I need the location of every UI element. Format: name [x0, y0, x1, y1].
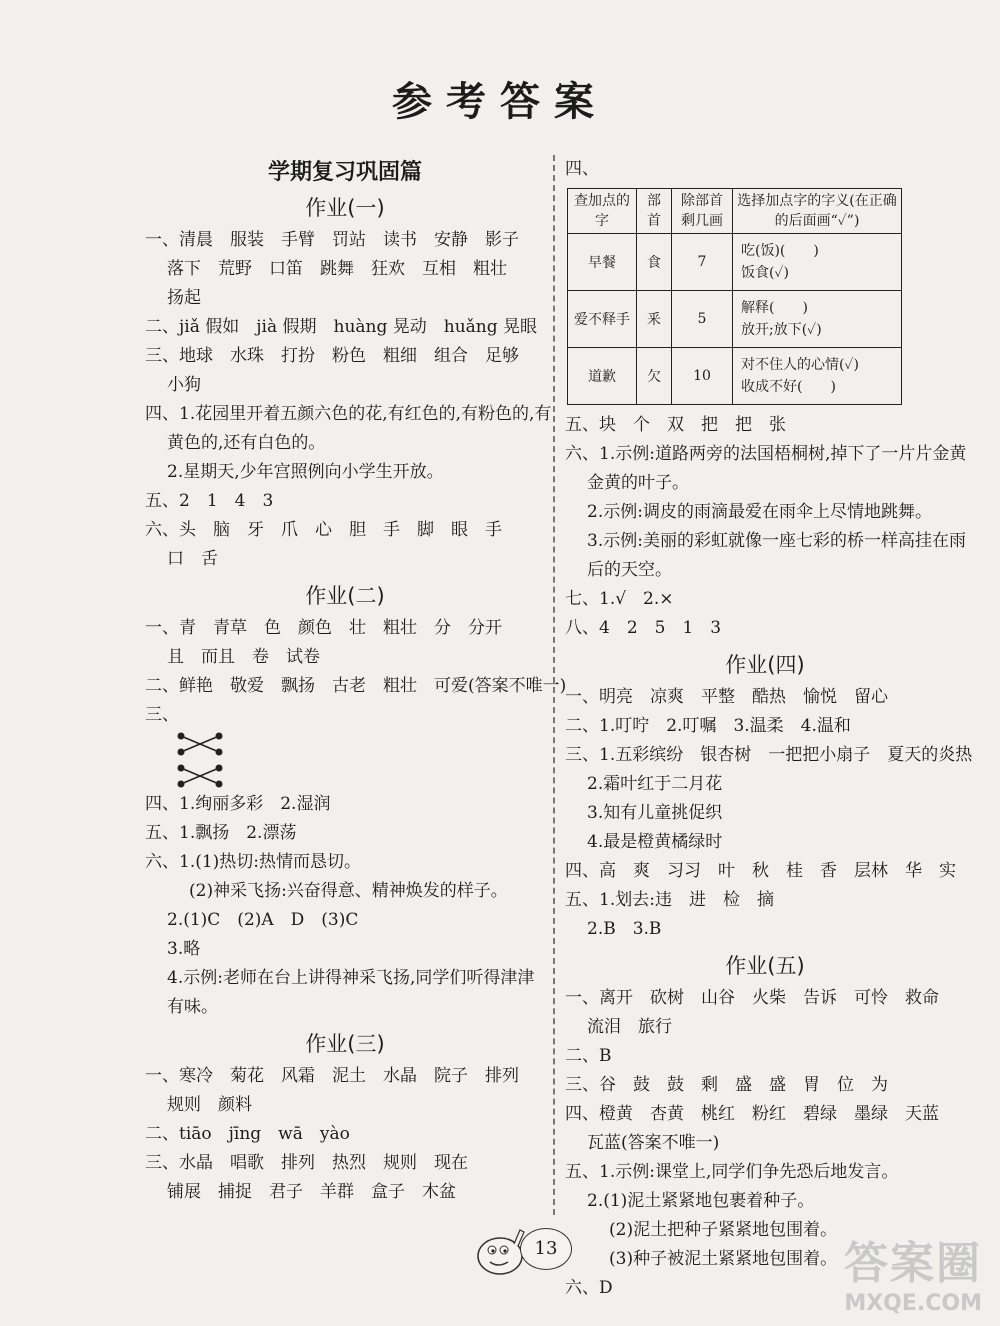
- answer-line: 扬起: [167, 288, 201, 308]
- table-cell-options: [733, 234, 902, 291]
- answer-line: 四、1.花园里开着五颜六色的花,有红色的,有粉色的,有: [145, 404, 552, 424]
- answer-line: 二、jiǎ 假如 jià 假期 huàng 晃动 huǎng 晃眼: [145, 317, 538, 337]
- table-row: [568, 348, 902, 405]
- option: 收成不好( ): [741, 379, 836, 395]
- answer-line: 2.霜叶红于二月花: [587, 774, 723, 794]
- option: 饭食(✓): [741, 265, 789, 281]
- watermark-url: MXQE.COM: [844, 1291, 982, 1316]
- q4-label: 四、: [565, 159, 599, 179]
- answer-line: 2.(1)泥土紧紧地包裹着种子。: [587, 1191, 815, 1211]
- answer-line: 六、1.(1)热切:热情而恳切。: [145, 852, 362, 872]
- right-column: [565, 155, 973, 1303]
- answer-line: 有味。: [167, 997, 218, 1017]
- table-cell-options: [733, 348, 902, 405]
- option: 吃(饭)( ): [741, 243, 819, 259]
- table-cell: 早餐: [568, 234, 637, 291]
- answer-line: 落下 荒野 口笛 跳舞 狂欢 互相 粗壮: [167, 259, 507, 279]
- table-cell: 10: [672, 348, 733, 405]
- table-header-row: [568, 189, 902, 234]
- answer-line: 3.知有儿童挑促织: [587, 803, 723, 823]
- answer-line: 二、tiāo jīng wā yào: [145, 1124, 350, 1144]
- answer-line: 金黄的叶子。: [587, 473, 689, 493]
- answer-line: 四、高 爽 习习 叶 秋 桂 香 层林 华 实: [565, 861, 956, 881]
- left-column: [145, 155, 567, 1207]
- table-cell: 道歉: [568, 348, 637, 405]
- hw1-heading: 作业(一): [305, 196, 385, 220]
- answer-line: 六、头 脑 牙 爪 心 胆 手 脚 眼 手: [145, 520, 502, 540]
- answer-line: 小狗: [167, 375, 201, 395]
- answer-line: 2.(1)C (2)A D (3)C: [167, 910, 359, 930]
- table-header: 选择加点字的字义(在正确的后面画“✓”): [733, 189, 902, 234]
- answer-line: 后的天空。: [587, 560, 672, 580]
- answer-line: 四、1.绚丽多彩 2.湿润: [145, 794, 331, 814]
- answer-line: 三、1.五彩缤纷 银杏树 一把把小扇子 夏天的炎热: [565, 745, 973, 765]
- watermark: [844, 1227, 982, 1316]
- option: 放开;放下(✓): [741, 322, 822, 338]
- answer-line: (3)种子被泥土紧紧地包围着。: [609, 1249, 838, 1269]
- answer-line: (2)泥土把种子紧紧地包围着。: [609, 1220, 838, 1240]
- section-title: 学期复习巩固篇: [267, 160, 422, 185]
- answer-line: 2.星期天,少年宫照例向小学生开放。: [167, 462, 444, 482]
- table-header: 除部首剩几画: [672, 189, 733, 234]
- answer-line: (2)神采飞扬:兴奋得意、精神焕发的样子。: [189, 881, 508, 901]
- answer-line: 七、1.√ 2.×: [565, 589, 674, 609]
- answer-line: 2.B 3.B: [587, 919, 662, 939]
- table-cell: 5: [672, 291, 733, 348]
- answer-line: 二、B: [565, 1046, 612, 1066]
- hw5-heading: 作业(五): [725, 954, 805, 978]
- answer-line: 一、明亮 凉爽 平整 酷热 愉悦 留心: [565, 687, 888, 707]
- answer-line: 八、4 2 5 1 3: [565, 618, 722, 638]
- matching-diagram: [175, 730, 545, 790]
- page-title: 参考答案: [392, 79, 608, 125]
- option: 解释( ): [741, 300, 808, 316]
- answer-line: 三、地球 水珠 打扮 粉色 粗细 组合 足够: [145, 346, 519, 366]
- answer-line: 一、清晨 服装 手臂 罚站 读书 安静 影子: [145, 230, 519, 250]
- answer-line: 3.略: [167, 939, 201, 959]
- answer-line: 铺展 捕捉 君子 羊群 盒子 木盆: [167, 1182, 456, 1202]
- table-header: 部首: [637, 189, 672, 234]
- answer-line: 4.示例:老师在台上讲得神采飞扬,同学们听得津津: [167, 968, 535, 988]
- answer-line: 且 而且 卷 试卷: [167, 647, 320, 667]
- table-header: 查加点的字: [568, 189, 637, 234]
- answer-line: 规则 颜料: [167, 1095, 252, 1115]
- answer-line: 一、离开 砍树 山谷 火柴 告诉 可怜 救命: [565, 988, 939, 1008]
- character-table: [567, 188, 902, 405]
- table-cell: 釆: [637, 291, 672, 348]
- hw2-heading: 作业(二): [305, 584, 385, 608]
- table-cell: 爱不释手: [568, 291, 637, 348]
- answer-line: 三、水晶 唱歌 排列 热烈 规则 现在: [145, 1153, 468, 1173]
- table-row: [568, 291, 902, 348]
- answer-line: 五、2 1 4 3: [145, 491, 274, 511]
- answer-line: 三、谷 鼓 鼓 剩 盛 盛 胃 位 为: [565, 1075, 888, 1095]
- answer-line: 3.示例:美丽的彩虹就像一座七彩的桥一样高挂在雨: [587, 531, 966, 551]
- answer-line: 黄色的,还有白色的。: [167, 433, 326, 453]
- answer-line: 4.最是橙黄橘绿时: [587, 832, 723, 852]
- answer-line: 瓦蓝(答案不唯一): [587, 1133, 720, 1153]
- hw3-heading: 作业(三): [305, 1032, 385, 1056]
- answer-line: 二、鲜艳 敬爱 飘扬 古老 粗壮 可爱(答案不唯一): [145, 676, 567, 696]
- answer-line: 二、1.叮咛 2.叮嘱 3.温柔 4.温和: [565, 716, 851, 736]
- table-cell: 欠: [637, 348, 672, 405]
- answer-line: 一、青 青草 色 颜色 壮 粗壮 分 分开: [145, 618, 502, 638]
- answer-line: 三、: [145, 705, 179, 725]
- answer-line: 2.示例:调皮的雨滴最爱在雨伞上尽情地跳舞。: [587, 502, 932, 522]
- answer-line: 六、D: [565, 1278, 613, 1298]
- table-row: [568, 234, 902, 291]
- watermark-logo: 答案圈: [844, 1238, 982, 1289]
- page-number: 13: [520, 1228, 572, 1270]
- table-cell: 食: [637, 234, 672, 291]
- answer-line: 六、1.示例:道路两旁的法国梧桐树,掉下了一片片金黄: [565, 444, 967, 464]
- table-cell-options: [733, 291, 902, 348]
- option: 对不住人的心情(✓): [741, 357, 859, 373]
- answer-line: 五、1.示例:课堂上,同学们争先恐后地发言。: [565, 1162, 899, 1182]
- answer-line: 五、1.划去:违 进 检 摘: [565, 890, 774, 910]
- table-cell: 7: [672, 234, 733, 291]
- answer-line: 四、橙黄 杏黄 桃红 粉红 碧绿 墨绿 天蓝: [565, 1104, 939, 1124]
- answer-line: 五、块 个 双 把 把 张: [565, 415, 786, 435]
- answer-line: 五、1.飘扬 2.漂荡: [145, 823, 297, 843]
- hw4-heading: 作业(四): [725, 653, 805, 677]
- answer-line: 一、寒冷 菊花 风霜 泥土 水晶 院子 排列: [145, 1066, 519, 1086]
- answer-line: 流泪 旅行: [587, 1017, 672, 1037]
- answer-line: 口 舌: [167, 549, 218, 569]
